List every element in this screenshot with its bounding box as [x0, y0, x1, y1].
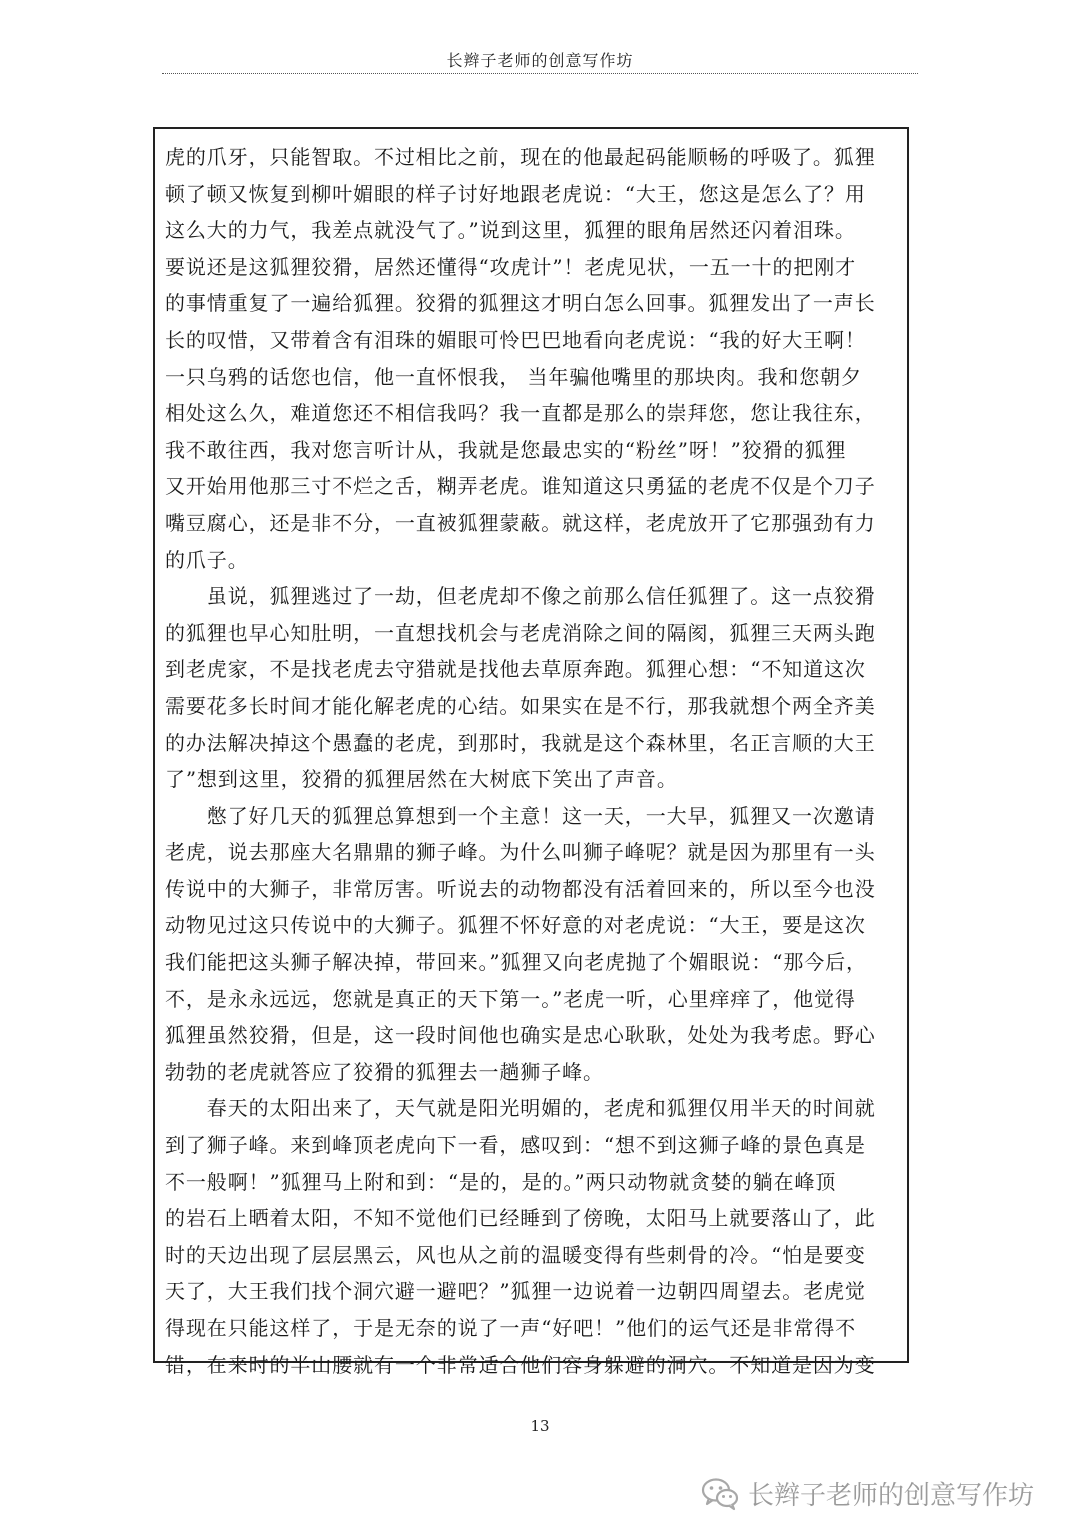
text-line: 到了狮子峰。来到峰顶老虎向下一看，感叹到：“想不到这狮子峰的景色真是 — [165, 1133, 866, 1158]
text-line: 了”想到这里，狡猾的狐狸居然在大树底下笑出了声音。 — [165, 767, 678, 792]
text-line: 一只乌鸦的话您也信，他一直怀恨我， 当年骗他嘴里的那块肉。我和您朝夕 — [165, 364, 862, 389]
text-line: 又开始用他那三寸不烂之舌，糊弄老虎。谁知道这只勇猛的老虎不仅是个刀子 — [165, 474, 876, 499]
text-line: 不，是永永远远，您就是真正的天下第一。”老虎一听，心里痒痒了，他觉得 — [165, 986, 856, 1011]
text-line: 要说还是这狐狸狡猾，居然还懂得“攻虎计”！老虎见状，一五一十的把刚才 — [165, 254, 857, 279]
text-line: 相处这么久，难道您还不相信我吗？我一直都是那么的崇拜您，您让我往东， — [165, 401, 876, 426]
text-line: 的爪子。 — [165, 547, 249, 572]
text-line: 顿了顿又恢复到柳叶媚眼的样子讨好地跟老虎说：“大王，您这是怎么了？用 — [165, 181, 866, 206]
text-line: 勃勃的老虎就答应了狡猾的狐狸去一趟狮子峰。 — [165, 1059, 604, 1084]
text-line: 老虎，说去那座大名鼎鼎的狮子峰。为什么叫狮子峰呢？就是因为那里有一头 — [165, 840, 876, 865]
text-line: 的狐狸也早心知肚明，一直想找机会与老虎消除之间的隔阂，狐狸三天两头跑 — [165, 620, 876, 645]
text-line: 春天的太阳出来了，天气就是阳光明媚的，老虎和狐狸仅用半天的时间就 — [165, 1096, 876, 1121]
story-text-box — [153, 127, 909, 1377]
header-divider — [162, 73, 918, 74]
wechat-icon — [700, 1473, 740, 1513]
text-line: 到老虎家，不是找老虎去守猎就是找他去草原奔跑。狐狸心想：“不知道这次 — [165, 657, 866, 682]
text-line: 嘴豆腐心，还是非不分，一直被狐狸蒙蔽。就这样，老虎放开了它那强劲有力 — [165, 510, 876, 535]
text-line: 需要花多长时间才能化解老虎的心结。如果实在是不行，那我就想个两全齐美 — [165, 693, 876, 718]
page-header-title: 长辫子老师的创意写作坊 — [446, 51, 634, 70]
text-line: 的事情重复了一遍给狐狸。狡猾的狐狸这才明白怎么回事。狐狸发出了一声长 — [165, 291, 876, 316]
text-line: 时的天边出现了层层黑云，风也从之前的温暖变得有些刺骨的冷。“怕是要变 — [165, 1242, 866, 1267]
watermark-text: 长辫子老师的创意写作坊 — [748, 1480, 1035, 1511]
text-line: 狐狸虽然狡猾，但是，这一段时间他也确实是忠心耿耿，处处为我考虑。野心 — [165, 1023, 876, 1048]
text-line: 得现在只能这样了，于是无奈的说了一声“好吧！”他们的运气还是非常得不 — [165, 1316, 857, 1340]
text-line: 虽说，狐狸逃过了一劫，但老虎却不像之前那么信任狐狸了。这一点狡猾 — [165, 584, 876, 609]
text-line: 天了，大王我们找个洞穴避一避吧？”狐狸一边说着一边朝四周望去。老虎觉 — [165, 1279, 866, 1304]
text-line: 错，在来时的半山腰就有一个非常适合他们容身躲避的洞穴。不知道是因为变 — [165, 1352, 876, 1377]
text-line: 传说中的大狮子，非常厉害。听说去的动物都没有活着回来的，所以至今也没 — [165, 876, 876, 901]
wechat-watermark — [700, 1470, 1060, 1516]
text-line: 虎的爪牙，只能智取。不过相比之前，现在的他最起码能顺畅的呼吸了。狐狸 — [165, 145, 876, 169]
text-line: 不一般啊！”狐狸马上附和到：“是的，是的。”两只动物就贪婪的躺在峰顶 — [165, 1169, 837, 1194]
text-line: 长的叹惜，又带着含有泪珠的媚眼可怜巴巴地看向老虎说：“我的好大王啊！ — [165, 327, 866, 352]
text-line: 我们能把这头狮子解决掉，带回来。”狐狸又向老虎抛了个媚眼说：“那今后， — [165, 950, 867, 975]
text-line: 动物见过这只传说中的大狮子。狐狸不怀好意的对老虎说：“大王，要是这次 — [165, 913, 866, 938]
text-line: 的岩石上晒着太阳，不知不觉他们已经睡到了傍晚，太阳马上就要落山了，此 — [165, 1206, 876, 1231]
text-line: 憋了好几天的狐狸总算想到一个主意！这一天，一大早，狐狸又一次邀请 — [165, 803, 876, 828]
text-line: 的办法解决掉这个愚蠢的老虎，到那时，我就是这个森林里，名正言顺的大王 — [165, 730, 876, 755]
text-line: 这么大的力气，我差点就没气了。”说到这里，狐狸的眼角居然还闪着泪珠。 — [165, 218, 856, 243]
text-line: 我不敢往西，我对您言听计从，我就是您最忠实的“粉丝”呀！”狡猾的狐狸 — [165, 437, 847, 462]
page-number: 13 — [530, 1417, 550, 1435]
